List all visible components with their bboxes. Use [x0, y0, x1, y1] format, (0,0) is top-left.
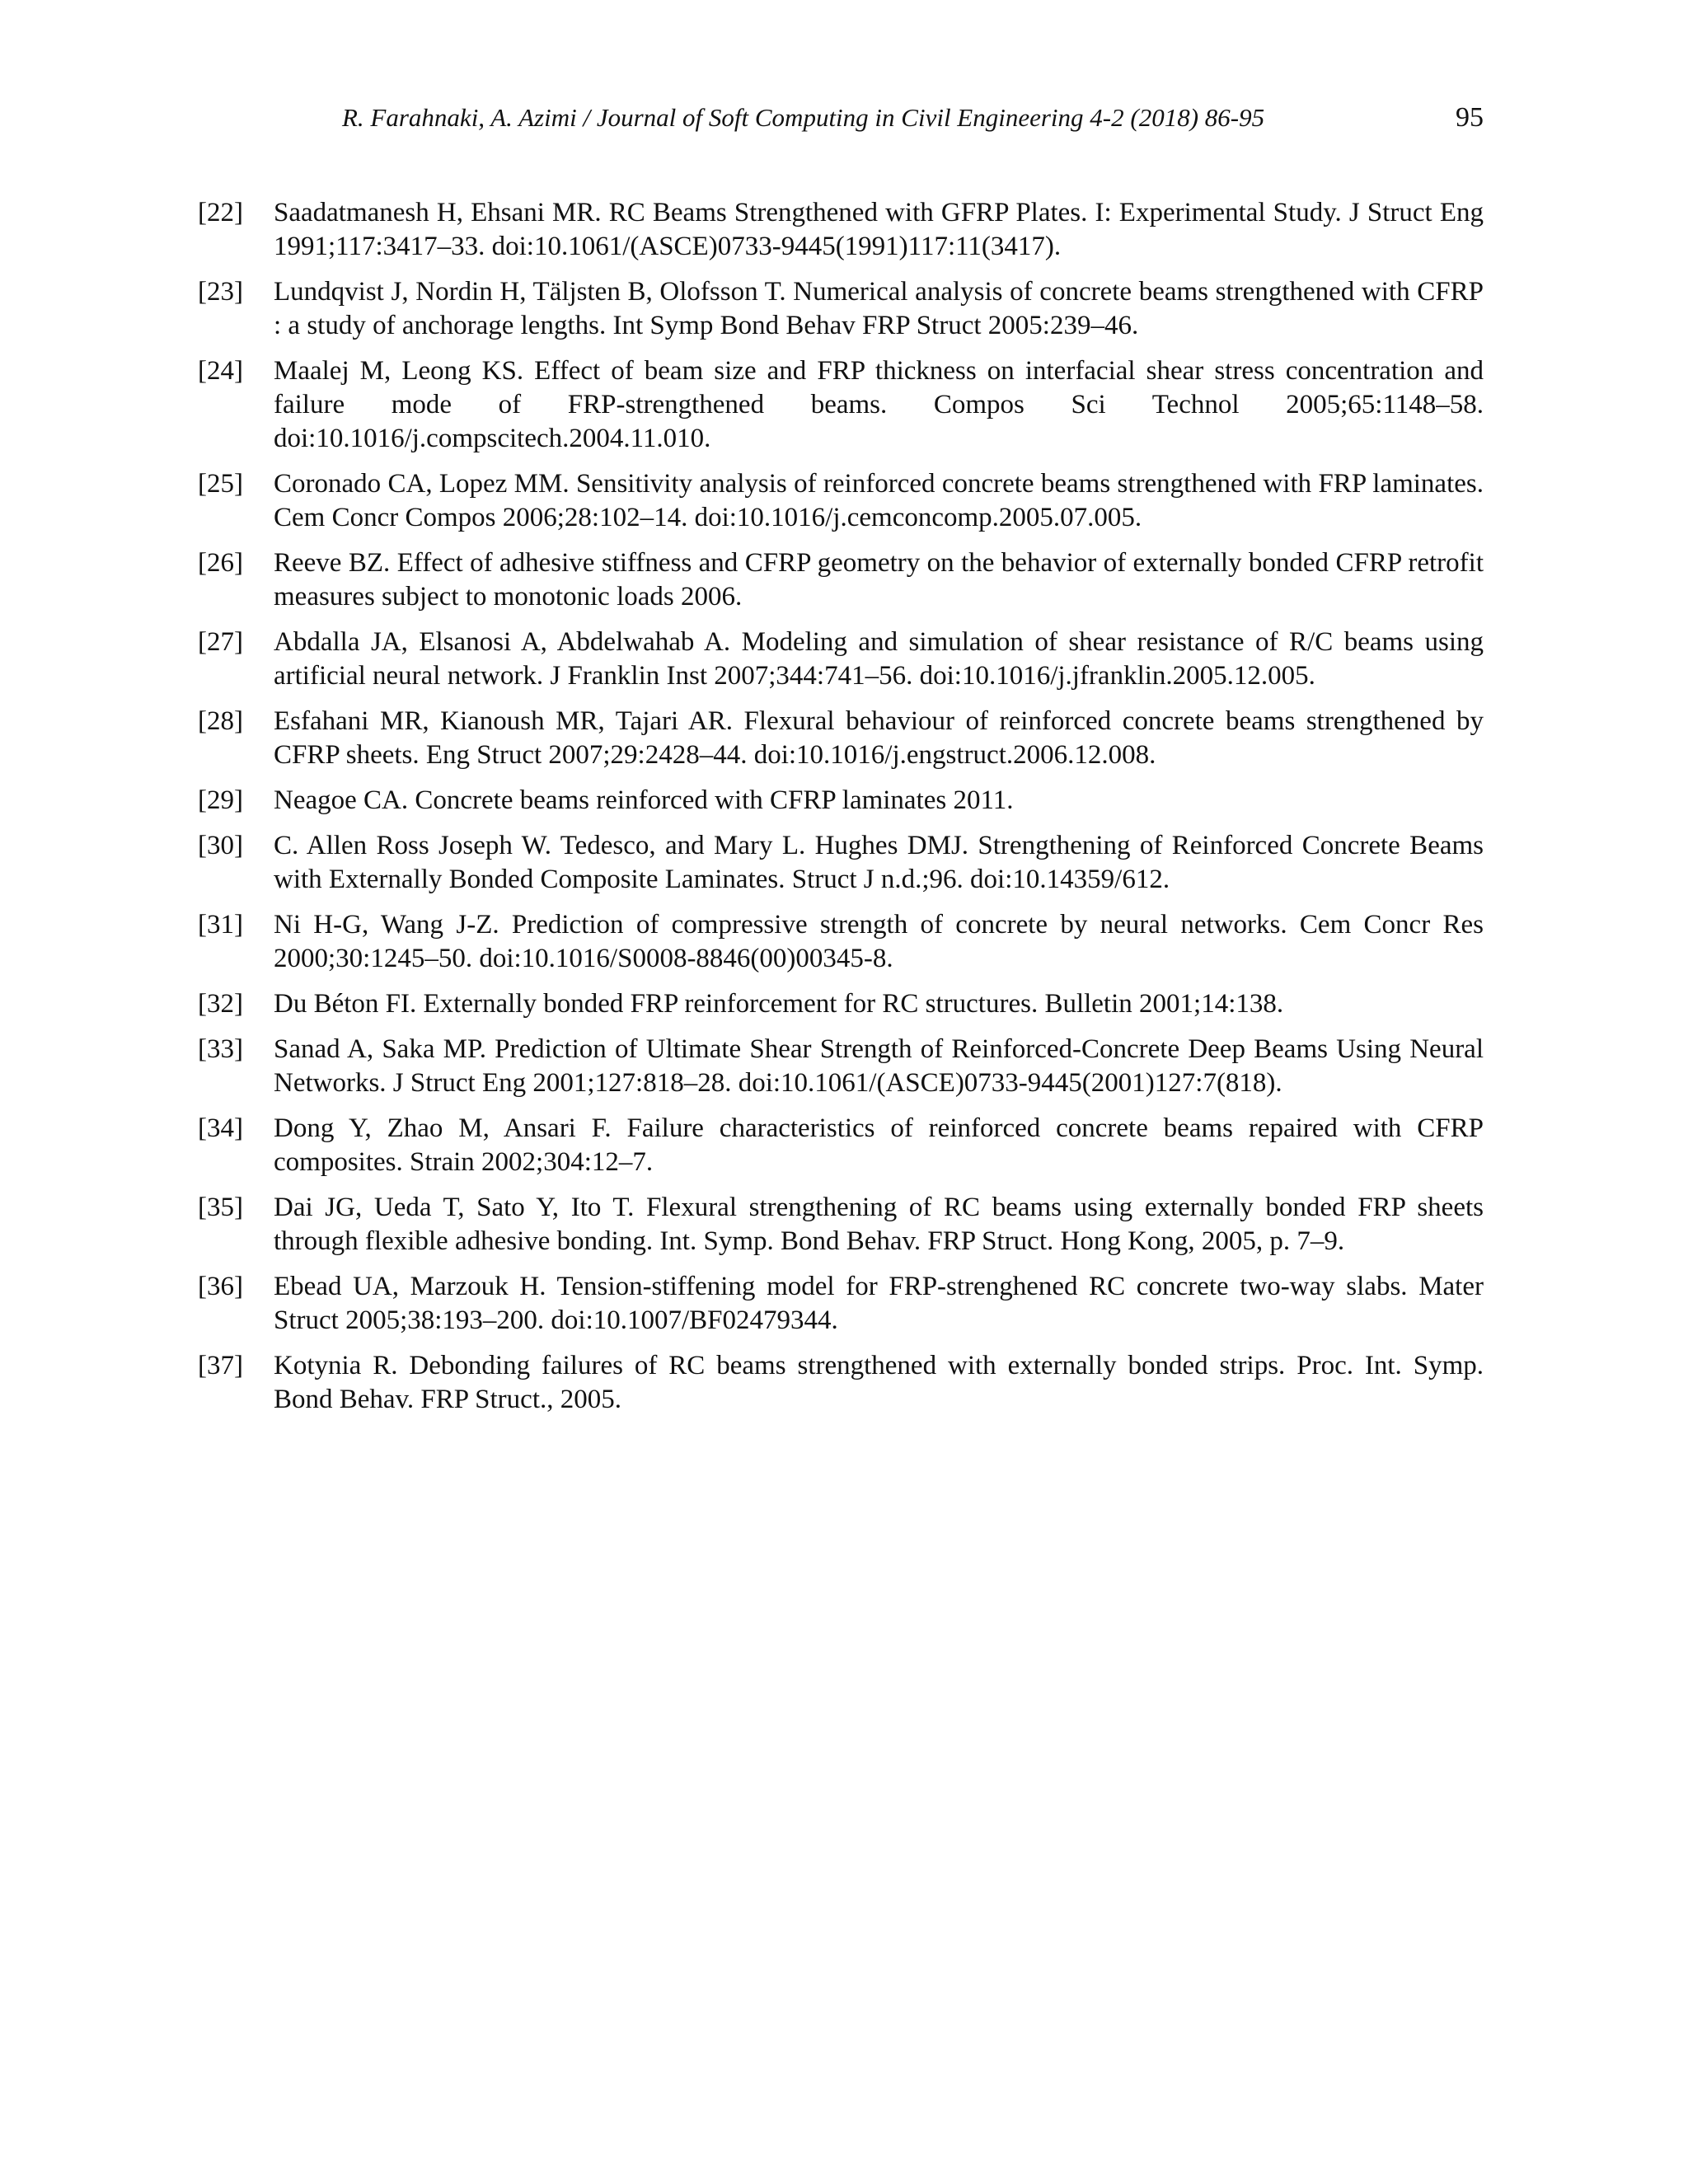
reference-number: [32]	[198, 989, 243, 1019]
reference-number: [33]	[198, 1034, 243, 1064]
reference-item	[198, 196, 1484, 264]
reference-item	[198, 354, 1484, 456]
reference-item	[198, 784, 1484, 818]
reference-number: [37]	[198, 1351, 243, 1380]
reference-item	[198, 705, 1484, 772]
reference-text: Du Béton FI. Externally bonded FRP reinforcement for RC structures. Bulletin 2001;14:138.	[274, 989, 1284, 1019]
reference-number: [34]	[198, 1113, 243, 1143]
reference-item	[198, 1033, 1484, 1100]
reference-number: [25]	[198, 469, 243, 499]
reference-item	[198, 546, 1484, 614]
reference-text: Kotynia R. Debonding failures of RC beams strengthened with externally bonded strips. Proc. Int. Symp. Bond Behav. FRP Struct., 2005.	[274, 1351, 1484, 1414]
reference-number: [27]	[198, 627, 243, 657]
reference-item	[198, 1112, 1484, 1179]
running-head: R. Farahnaki, A. Azimi / Journal of Soft Computing in Civil Engineering 4-2 (2018) 86-95	[342, 103, 1265, 132]
reference-text: Reeve BZ. Effect of adhesive stiffness and CFRP geometry on the behavior of externally bonded CFRP retrofit measures subject to monotonic loads 2006.	[274, 548, 1484, 612]
reference-number: [26]	[198, 548, 243, 578]
reference-text: Coronado CA, Lopez MM. Sensitivity analysis of reinforced concrete beams strengthened with FRP laminates. Cem Concr Compos 2006;28:102–14. doi:10.1016/j.cemconcomp.2005.07.005.	[274, 469, 1484, 532]
reference-text: Lundqvist J, Nordin H, Täljsten B, Olofsson T. Numerical analysis of concrete beams strengthened with CFRP : a study of anchorage lengths. Int Symp Bond Behav FRP Struct 2005:239–46.	[274, 277, 1484, 340]
reference-text: C. Allen Ross Joseph W. Tedesco, and Mary L. Hughes DMJ. Strengthening of Reinforced Concrete Beams with Externally Bonded Composite Laminates. Struct J n.d.;96. doi:10.14359/612.	[274, 831, 1484, 894]
reference-number: [23]	[198, 277, 243, 307]
reference-number: [28]	[198, 706, 243, 736]
reference-number: [24]	[198, 356, 243, 386]
reference-item	[198, 908, 1484, 976]
page-header	[198, 97, 1484, 138]
reference-text: Abdalla JA, Elsanosi A, Abdelwahab A. Modeling and simulation of shear resistance of R/C beams using artificial neural network. J Franklin Inst 2007;344:741–56. doi:10.1016/j.jfranklin.2005.12.005.	[274, 627, 1484, 691]
reference-number: [36]	[198, 1272, 243, 1301]
reference-number: [35]	[198, 1193, 243, 1222]
reference-text: Saadatmanesh H, Ehsani MR. RC Beams Strengthened with GFRP Plates. I: Experimental Study. J Struct Eng 1991;117:3417–33. doi:10.1061/(ASCE)0733-9445(1991)117:11(3417).	[274, 198, 1484, 261]
reference-item	[198, 275, 1484, 343]
reference-text: Sanad A, Saka MP. Prediction of Ultimate Shear Strength of Reinforced-Concrete Deep Beams Using Neural Networks. J Struct Eng 2001;127:818–28. doi:10.1061/(ASCE)0733-9445(2001)127:7(818).	[274, 1034, 1484, 1098]
reference-item	[198, 829, 1484, 897]
reference-item	[198, 1349, 1484, 1417]
page-number: 95	[1456, 102, 1484, 133]
reference-list	[198, 196, 1484, 1428]
reference-number: [29]	[198, 785, 243, 815]
reference-text: Ni H-G, Wang J-Z. Prediction of compressive strength of concrete by neural networks. Cem Concr Res 2000;30:1245–50. doi:10.1016/S0008-8846(00)00345-8.	[274, 910, 1484, 973]
reference-text: Maalej M, Leong KS. Effect of beam size and FRP thickness on interfacial shear stress concentration and failure mode of FRP-strengthened beams. Compos Sci Technol 2005;65:1148–58. doi:10.1016/j.compscitech.2004.11.010.	[274, 356, 1484, 453]
reference-item	[198, 987, 1484, 1021]
reference-number: [30]	[198, 831, 243, 860]
reference-item	[198, 626, 1484, 693]
reference-text: Neagoe CA. Concrete beams reinforced with CFRP laminates 2011.	[274, 785, 1014, 815]
reference-number: [22]	[198, 198, 243, 227]
reference-text: Dong Y, Zhao M, Ansari F. Failure characteristics of reinforced concrete beams repaired with CFRP composites. Strain 2002;304:12–7.	[274, 1113, 1484, 1177]
reference-item	[198, 467, 1484, 535]
reference-text: Dai JG, Ueda T, Sato Y, Ito T. Flexural strengthening of RC beams using externally bonded FRP sheets through flexible adhesive bonding. Int. Symp. Bond Behav. FRP Struct. Hong Kong, 2005, p. 7–9.	[274, 1193, 1484, 1256]
reference-item	[198, 1270, 1484, 1338]
reference-number: [31]	[198, 910, 243, 940]
reference-text: Esfahani MR, Kianoush MR, Tajari AR. Flexural behaviour of reinforced concrete beams strengthened by CFRP sheets. Eng Struct 2007;29:2428–44. doi:10.1016/j.engstruct.2006.12.008.	[274, 706, 1484, 770]
reference-item	[198, 1191, 1484, 1258]
reference-text: Ebead UA, Marzouk H. Tension-stiffening model for FRP-strenghened RC concrete two-way slabs. Mater Struct 2005;38:193–200. doi:10.1007/BF02479344.	[274, 1272, 1484, 1335]
